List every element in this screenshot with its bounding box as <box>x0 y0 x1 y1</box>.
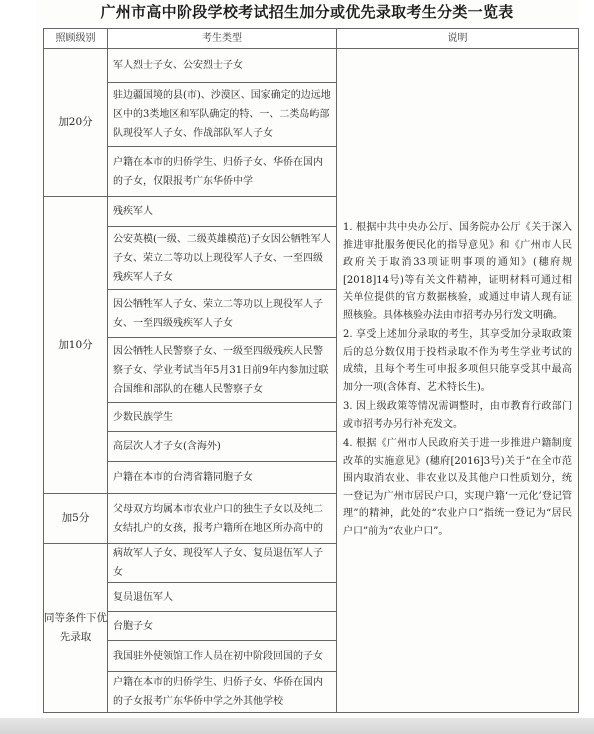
document-page <box>36 0 578 734</box>
table-header-row <box>44 29 579 49</box>
note-paragraph: 4. 根据《广州市人民政府关于进一步推进户籍制度改革的实施意见》(穗府[2016]3号)关于“在全市范围内取消农业、非农业以及其他户口性质划分，统一登记为广州市居民户口，实现户籍‘一元化’登记管理”的精神，此处的“农业户口”指统一登记为“居民户口”前为“农业户口”。 <box>343 438 572 537</box>
type-cell: 病故军人子女、现役军人子女、复员退伍军人子女 <box>108 544 337 583</box>
type-cell: 户籍在本市的台湾省籍同胞子女 <box>108 462 337 494</box>
type-cell: 驻边疆国境的县(市)、沙漠区、国家确定的边远地区中的3类地区和军队确定的特、一、二类岛屿部队现役军人子女、作战部队军人子女 <box>108 83 337 147</box>
note-paragraph: 2. 享受上述加分录取的考生，其享受加分录取政策后的总分数仅用于投档录取不作为考生学业考试的成绩，且每个考生可申报多项但只能享受其中最高加分一项(含体育、艺术特长生)。 <box>343 329 572 393</box>
level-cell: 加5分 <box>44 494 108 544</box>
header-type: 考生类型 <box>108 29 337 49</box>
type-cell: 户籍在本市的归侨学生、归侨子女、华侨在国内的子女报考广东华侨中学之外其他学校 <box>108 672 337 713</box>
type-cell: 户籍在本市的归侨学生、归侨子女、华侨在国内的子女，仅限报考广东华侨中学 <box>108 147 337 197</box>
type-cell: 因公牺牲人民警察子女、一级至四级残疾人民警察子女、学业考试当年5月31日前9年内参加过联合国维和部队的在穗人民警察子女 <box>108 338 337 403</box>
bottom-scroll-strip <box>0 718 594 734</box>
note-paragraph: 3. 因上级政策等情况需调整时，由市教育行政部门或市招考办另行补充发文。 <box>343 401 572 430</box>
type-cell: 残疾军人 <box>108 197 337 227</box>
classification-table <box>43 28 579 713</box>
type-cell: 少数民族学生 <box>108 403 337 432</box>
type-cell: 高层次人才子女(含海外) <box>108 432 337 462</box>
level-cell: 加10分 <box>44 197 108 494</box>
type-cell: 军人烈士子女、公安烈士子女 <box>108 49 337 83</box>
notes-cell <box>337 49 579 713</box>
type-cell: 公安英模(一级、二级英雄模范)子女因公牺牲军人子女、荣立二等功以上现役军人子女、一至四级残疾军人子女 <box>108 227 337 290</box>
table-row <box>44 49 579 83</box>
type-cell: 我国驻外使领馆工作人员在初中阶段回国的子女 <box>108 641 337 672</box>
header-level: 照顾级别 <box>44 29 108 49</box>
level-cell: 同等条件下优先录取 <box>44 544 108 713</box>
type-cell: 父母双方均属本市农业户口的独生子女以及纯二女结扎户的女孩，报考户籍所在地区所办高中的 <box>108 494 337 544</box>
level-cell: 加20分 <box>44 49 108 197</box>
header-note: 说明 <box>337 29 579 49</box>
type-cell: 复员退伍军人 <box>108 583 337 612</box>
note-paragraph: 1. 根据中共中央办公厅、国务院办公厅《关于深入推进审批服务便民化的指导意见》和《广州市人民政府关于取消33项证明事项的通知》(穗府规[2018]14号)等有关文件精神，证明材料可通过相关单位提供的官方数据核验，或通过申请人现有证照核验。具体核验办法由市招考办另行发文明确。 <box>343 222 572 321</box>
type-cell: 因公牺牲军人子女、荣立二等功以上现役军人子女、一至四级残疾军人子女 <box>108 290 337 338</box>
type-cell: 台胞子女 <box>108 612 337 641</box>
document-title: 广州市高中阶段学校考试招生加分或优先录取考生分类一览表 <box>100 3 514 21</box>
